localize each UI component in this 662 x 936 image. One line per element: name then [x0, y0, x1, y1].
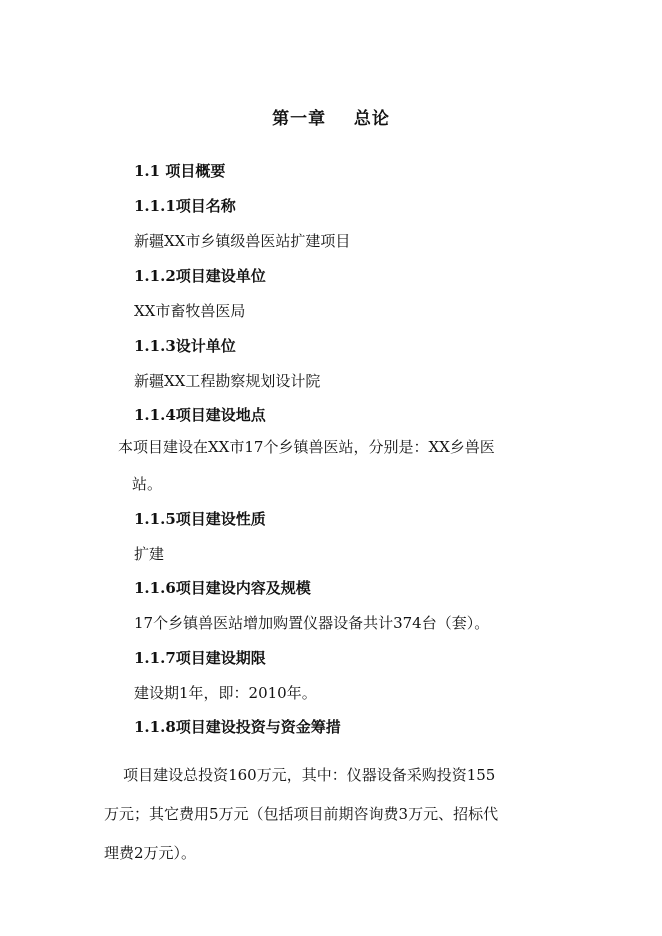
heading-1-1-2: 1.1.2项目建设单位: [134, 267, 266, 285]
heading-1-1-8: 1.1.8项目建设投资与资金筹措: [134, 718, 341, 736]
heading-1-1-5: 1.1.5项目建设性质: [134, 510, 266, 528]
heading-1-1-1: 1.1.1项目名称: [134, 197, 236, 215]
heading-1-1-4: 1.1.4项目建设地点: [134, 406, 266, 424]
chapter-title: 第一章 总论: [272, 109, 390, 129]
content-scale-text: 17个乡镇兽医站增加购置仪器设备共计374台（套）。: [134, 614, 490, 632]
investment-paragraph: [104, 756, 564, 873]
heading-1-1-3: 1.1.3设计单位: [134, 337, 236, 355]
construction-unit-text: XX市畜牧兽医局: [134, 302, 246, 320]
location-line-2: 站。: [132, 475, 163, 493]
design-unit-text: 新疆XX工程勘察规划设计院: [134, 372, 321, 390]
heading-1-1-7: 1.1.7项目建设期限: [134, 649, 266, 667]
project-name-text: 新疆XX市乡镇级兽医站扩建项目: [134, 232, 351, 250]
heading-1-1: 1.1 项目概要: [134, 162, 226, 180]
investment-line-2: 万元；其它费用5万元（包括项目前期咨询费3万元、招标代: [104, 805, 499, 823]
location-line-1: 本项目建设在XX市17个乡镇兽医站，分别是：XX乡兽医: [118, 438, 495, 456]
location-paragraph: [118, 429, 558, 503]
nature-text: 扩建: [134, 545, 165, 563]
investment-line-3: 理费2万元）。: [104, 844, 197, 862]
period-text: 建设期1年，即：2010年。: [134, 684, 317, 702]
heading-1-1-6: 1.1.6项目建设内容及规模: [134, 579, 311, 597]
investment-line-1: 项目建设总投资160万元，其中：仪器设备采购投资155: [104, 766, 496, 784]
